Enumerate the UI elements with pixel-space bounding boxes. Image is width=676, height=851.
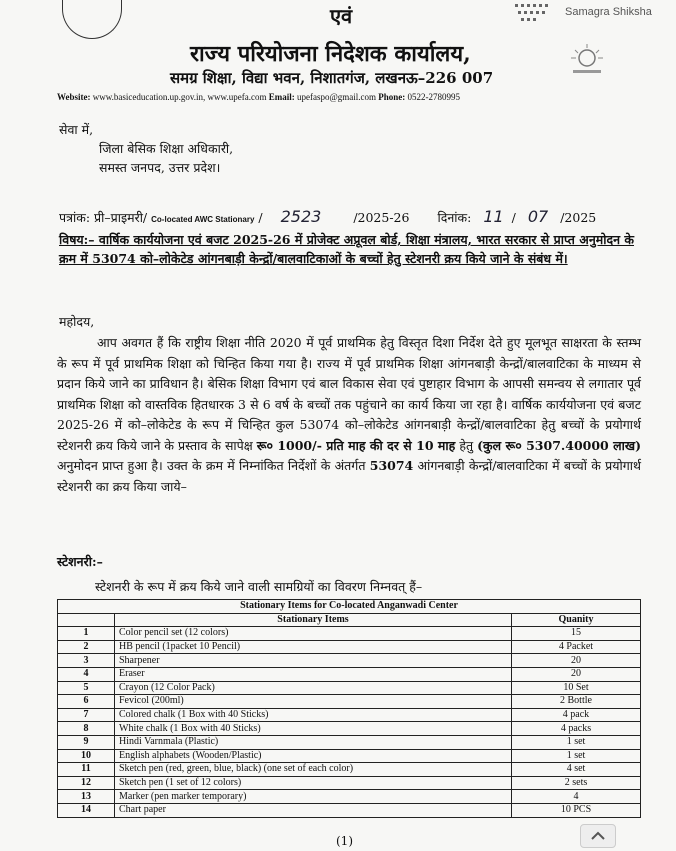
stationery-intro: स्टेशनरी के रूप में क्रय किये जाने वाली सामग्रियों का विवरण निम्नवत् हैं– [95, 579, 423, 594]
col-qty-header: Quanity [512, 613, 641, 627]
row-item: Crayon (12 Color Pack) [115, 681, 512, 695]
sun-emblem-icon [563, 42, 611, 78]
row-number: 14 [58, 803, 115, 817]
table-row [58, 776, 641, 790]
table-row [58, 708, 641, 722]
table-row [58, 667, 641, 681]
row-item: Hindi Varnmala (Plastic) [115, 735, 512, 749]
reference-line: पत्रांक: प्री–प्राइमरी/ Co-located AWC Stationary / 2523 /2025-26 दिनांक: 11 / 07 /2025 [59, 207, 597, 226]
row-qty: 1 set [512, 749, 641, 763]
body-bold3: 53074 [369, 458, 414, 473]
table-row [58, 627, 641, 641]
row-number: 5 [58, 681, 115, 695]
email-address[interactable]: upefaspo@gmail.com [296, 92, 376, 102]
row-qty: 10 PCS [512, 803, 641, 817]
row-item: Eraser [115, 667, 512, 681]
row-item: White chalk (1 Box with 40 Sticks) [115, 722, 512, 736]
website-label: Website [57, 92, 88, 102]
body-bold1: रू० 1000/- प्रति माह की दर से 10 माह [256, 437, 456, 453]
row-number: 11 [58, 763, 115, 777]
row-item: Sharpener [115, 654, 512, 668]
samagra-shiksha-logo-icon [513, 2, 551, 24]
stationery-table [57, 599, 641, 818]
reference-prefix: पत्रांक: प्री–प्राइमरी/ [59, 210, 148, 225]
stationery-heading: स्टेशनरी:– [57, 554, 103, 569]
row-number: 2 [58, 640, 115, 654]
phone-number: 0522-2780995 [407, 92, 461, 102]
addressee-line1: सेवा में, [59, 122, 94, 137]
addressee-line2: जिला बेसिक शिक्षा अधिकारी, [99, 141, 234, 156]
row-number: 6 [58, 695, 115, 709]
row-qty: 10 Set [512, 681, 641, 695]
office-address: समग्र शिक्षा, विद्या भवन, निशातगंज, लखनऊ–226 007 [170, 69, 494, 87]
table-row [58, 749, 641, 763]
table-title: Stationary Items for Co-located Anganwadi Center [58, 600, 641, 614]
table-row [58, 803, 641, 817]
brand-name: Samagra Shiksha [565, 6, 652, 18]
table-row [58, 640, 641, 654]
subject [59, 230, 643, 268]
date-year: /2025 [560, 210, 597, 225]
row-qty: 15 [512, 627, 641, 641]
date-day: 11 [483, 207, 504, 226]
website-links[interactable]: www.basiceducation.up.gov.in, www.upefa.com [92, 92, 267, 102]
row-item: Fevicol (200ml) [115, 695, 512, 709]
table-row [58, 790, 641, 804]
addressee [59, 120, 233, 177]
row-item: Marker (pen marker temporary) [115, 790, 512, 804]
row-item: Colored chalk (1 Box with 40 Sticks) [115, 708, 512, 722]
body-paragraph [57, 333, 641, 497]
contact-line: Website: www.basiceducation.up.gov.in, www.upefa.com Email: upefaspo@gmail.com Phone: 0522-2780995 [57, 92, 461, 102]
table-row [58, 695, 641, 709]
row-number: 8 [58, 722, 115, 736]
date-label: दिनांक: [437, 210, 472, 225]
body-part2: हेतु [455, 437, 478, 453]
row-qty: 4 Packet [512, 640, 641, 654]
row-qty: 4 pack [512, 708, 641, 722]
header-line1: एवं [330, 4, 353, 28]
row-number: 9 [58, 735, 115, 749]
row-number: 4 [58, 667, 115, 681]
row-item: HB pencil (1packet 10 Pencil) [115, 640, 512, 654]
row-number: 13 [58, 790, 115, 804]
table-row [58, 681, 641, 695]
row-number: 10 [58, 749, 115, 763]
row-item: Sketch pen (1 set of 12 colors) [115, 776, 512, 790]
col-item-header: Stationary Items [115, 613, 512, 627]
table-row [58, 763, 641, 777]
scroll-up-button[interactable] [580, 824, 616, 848]
reference-number: 2523 [280, 207, 322, 226]
page-number: (1) [336, 834, 353, 848]
email-label: Email [268, 92, 292, 102]
row-number: 7 [58, 708, 115, 722]
row-qty: 20 [512, 654, 641, 668]
row-number: 3 [58, 654, 115, 668]
row-item: English alphabets (Wooden/Plastic) [115, 749, 512, 763]
body-bold2: (कुल रू० 5307.40000 लाख) [477, 437, 641, 453]
subject-text: विषय:– वार्षिक कार्ययोजना एवं बजट 2025-26 में प्रोजेक्ट अप्रूवल बोर्ड, शिक्षा मंत्रालय, भारत सरकार से प्राप्त अनुमोदन के क्रम में 53074 को–लोकेटेड आंगनबाड़ी केन्द्रों/बालवाटिकाओं के बच्चों हेतु स्टेशनरी क्रय किये जाने के संबंध में। [59, 232, 634, 266]
phone-label: Phone [378, 92, 403, 102]
salutation: महोदय, [59, 314, 95, 329]
addressee-line3: समस्त जनपद, उत्तर प्रदेश। [99, 160, 221, 175]
row-qty: 2 sets [512, 776, 641, 790]
row-item: Sketch pen (red, green, blue, black) (one set of each color) [115, 763, 512, 777]
row-item: Chart paper [115, 803, 512, 817]
row-number: 1 [58, 627, 115, 641]
reference-small: Co-located AWC Stationary [151, 215, 255, 224]
date-month: 07 [527, 207, 549, 226]
row-qty: 2 Bottle [512, 695, 641, 709]
row-qty: 4 packs [512, 722, 641, 736]
body-part1: आप अवगत हैं कि राष्ट्रीय शिक्षा नीति 2020 में पूर्व प्राथमिक हेतु विस्तृत दिशा निर्देश देते हुए मूलभूत साक्षरता के स्तम्भ के रूप में पूर्व प्राथमिक शिक्षा को चिन्हित किया गया है। राज्य में पूर्व प्राथमिक शिक्षा आंगनबाड़ी केन्द्रों/बालवाटिका के माध्यम से प्रदान किये जाने का प्राविधान है। बेसिक शिक्षा विभाग एवं बाल विकास सेवा एवं पुष्टाहार विभाग के आपसी समन्वय से लगातार पूर्व प्राथमिक शिक्षा को वास्तविक हितधारक 3 से 6 वर्ष के बच्चों तक पहुंचाने का कार्य किया जा रहा है। वार्षिक कार्ययोजना एवं बजट 2025-26 में को–लोकेटेड के रूप में चिन्हित कुल 53074 को–लोकेटेड आंगनबाड़ी केन्द्रों/बालवाटिका हेतु बच्चों के प्रयोगार्थ स्टेशनरी क्रय किये जाने के प्रस्ताव के सापेक्ष [57, 335, 641, 453]
body-part4: आंगनबाड़ी केन्द्रों/बालवाटिका में बच्चों के प्रयोगार्थ स्टेशनरी का क्रय किया जाये– [57, 458, 641, 494]
row-qty: 1 set [512, 735, 641, 749]
row-qty: 4 [512, 790, 641, 804]
row-qty: 4 set [512, 763, 641, 777]
table-row [58, 654, 641, 668]
table-row [58, 735, 641, 749]
col-number-header [58, 613, 115, 627]
up-government-logo [62, 0, 122, 39]
row-qty: 20 [512, 667, 641, 681]
table-row [58, 722, 641, 736]
office-name: राज्य परियोजना निदेशक कार्यालय, [190, 41, 471, 67]
reference-year: /2025-26 [353, 210, 410, 225]
body-part3: अनुमोदन प्राप्त हुआ है। उक्त के क्रम में निम्नांकित निर्देशों के अंतर्गत [57, 458, 370, 473]
row-number: 12 [58, 776, 115, 790]
row-item: Color pencil set (12 colors) [115, 627, 512, 641]
